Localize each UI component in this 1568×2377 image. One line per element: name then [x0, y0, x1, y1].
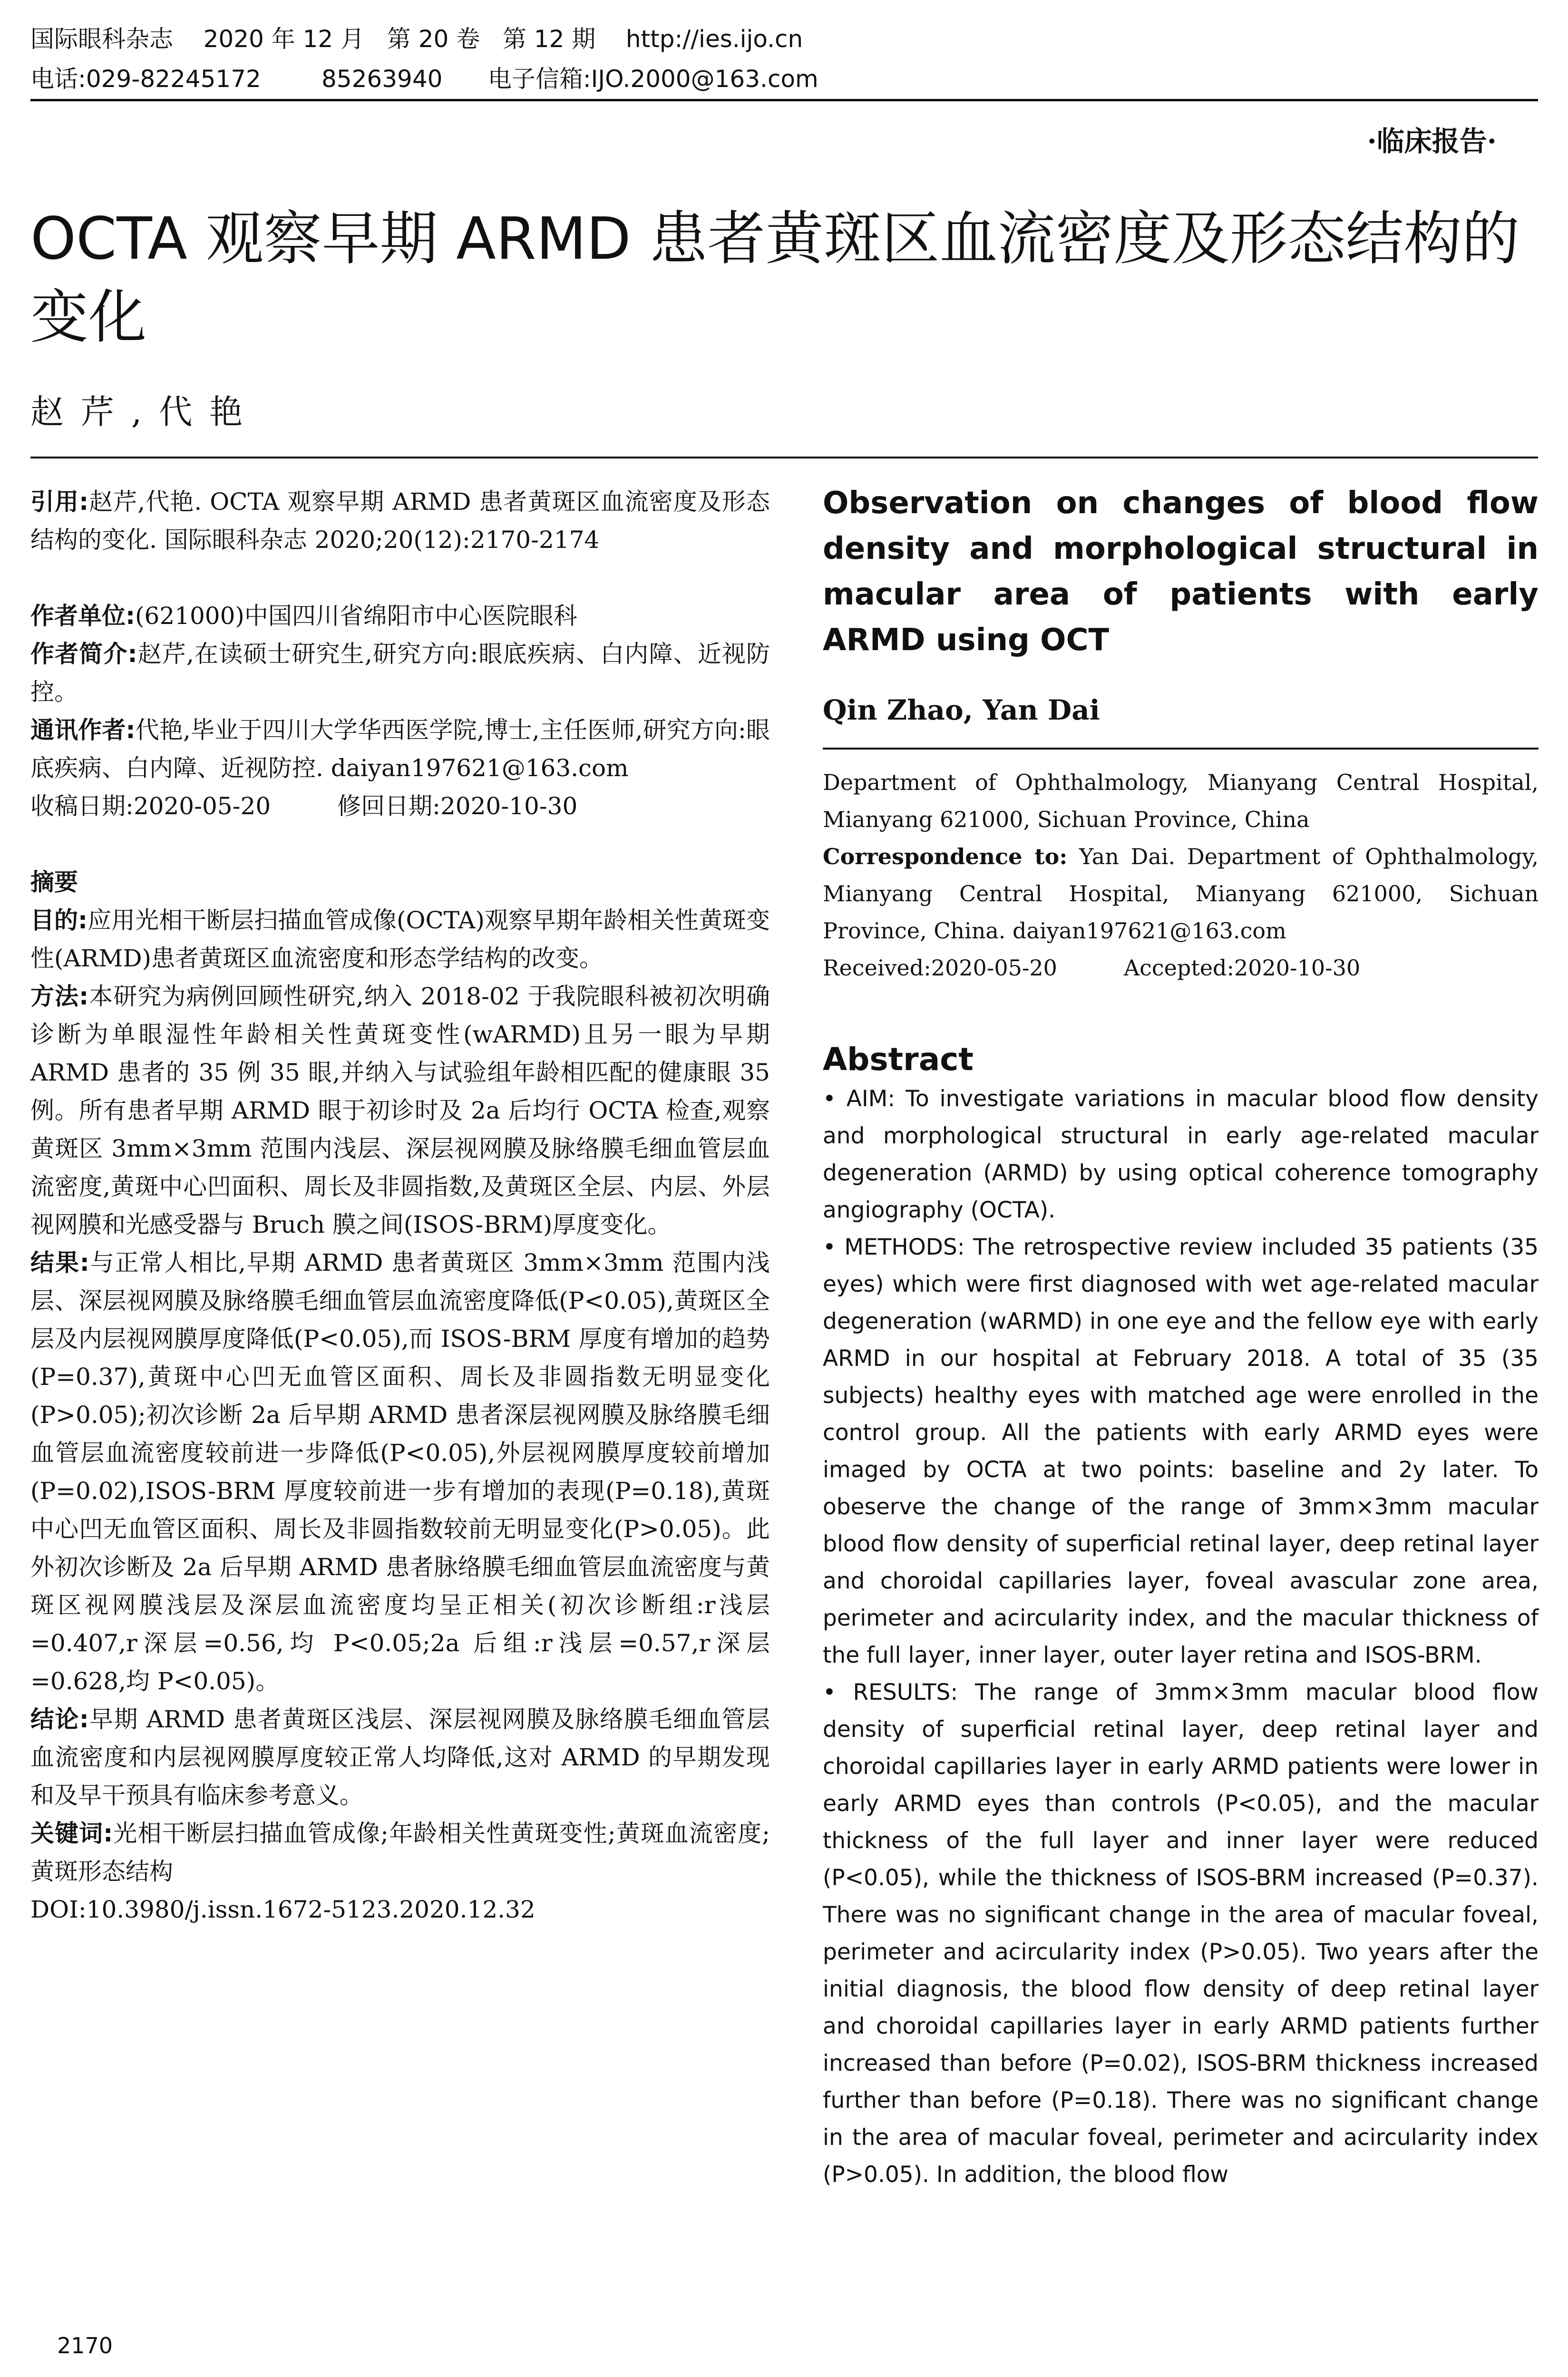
- revised-label: 修回日期:: [337, 792, 440, 820]
- affiliation-text: (621000)中国四川省绵阳市中心医院眼科: [135, 602, 577, 630]
- right-column: [823, 480, 1539, 2193]
- page-number: 2170: [57, 2333, 113, 2358]
- methods-label: 方法:: [30, 983, 89, 1010]
- citation-label: 引用:: [30, 488, 89, 516]
- authors-cn: 赵芹,代艳: [30, 392, 260, 431]
- article-title-cn: OCTA 观察早期 ARMD 患者黄斑区血流密度及形态结构的变化: [30, 205, 1520, 351]
- doi: DOI:10.3980/j.issn.1672-5123.2020.12.32: [30, 1896, 536, 1923]
- affiliation-label: 作者单位:: [30, 602, 135, 630]
- correspondence-en-label: Correspondence to:: [823, 844, 1068, 869]
- correspondence-en-text: Yan Dai. Department of Ophthalmology, Mianyang Central Hospital, Mianyang 621000, Sichuan Province, China. daiyan197621@163.com: [823, 844, 1539, 944]
- section-tag: ·临床报告·: [1367, 125, 1497, 157]
- correspondence-label: 通讯作者:: [30, 716, 136, 744]
- header-rule: [30, 99, 1538, 101]
- author-bio: [30, 635, 770, 711]
- results-label: 结果:: [30, 1249, 89, 1276]
- running-header: [30, 19, 1538, 99]
- conclusion-cn: [30, 1700, 770, 1814]
- results-text: 与正常人相比,早期 ARMD 患者黄斑区 3mm×3mm 范围内浅层、深层视网膜及脉络膜毛细血管层血流密度降低(P<0.05),黄斑区全层及内层视网膜厚度降低(P<0.05),而 ISOS-BRM 厚度有增加的趋势(P=0.37),黄斑中心凹无血管区面积、周长及非圆指数无明显变化(P>0.05);初次诊断 2a 后早期 ARMD 患者深层视网膜及脉络膜毛细血管层血流密度较前进一步降低(P<0.05),外层视网膜厚度较前增加(P=0.02),ISOS-BRM 厚度较前进一步有增加的表现(P=0.18),黄斑中心凹无血管区面积、周长及非圆指数较前无明显变化(P>0.05)。此外初次诊断及 2a 后早期 ARMD 患者脉络膜毛细血管层血流密度与黄斑区视网膜浅层及深层血流密度均呈正相关(初次诊断组:r浅层=0.407,r深层=0.56,均 P<0.05;2a 后组:r浅层=0.57,r深层=0.628,均 P<0.05)。: [30, 1249, 770, 1695]
- affiliation-en: Department of Ophthalmology, Mianyang Central Hospital, Mianyang 621000, Sichuan Province, China: [823, 770, 1539, 832]
- methods-cn: [30, 977, 770, 1244]
- citation: [30, 483, 770, 559]
- corresponding-author: [30, 711, 770, 787]
- conclusion-label: 结论:: [30, 1705, 89, 1733]
- received-label: 收稿日期:: [30, 792, 134, 820]
- aim-en: • AIM: To investigate variations in macular blood flow density and morphological structural in early age-related macular degeneration (ARMD) by using optical coherence tomography angiography (OCTA).: [823, 1086, 1539, 1223]
- authors-en: Qin Zhao, Yan Dai: [823, 694, 1100, 726]
- english-title-rule: [823, 748, 1539, 750]
- contact-header-line: 电话:029-82245172 85263940 电子信箱:IJO.2000@163.com: [30, 65, 818, 93]
- results-en: • RESULTS: The range of 3mm×3mm macular blood flow density of superficial retinal layer, deep retinal layer and choroidal capillaries layer in early ARMD patients were lower in early ARMD eyes than controls (P<0.05), and the macular thickness of the full layer and inner layer were reduced (P<0.05), while the thickness of ISOS-BRM increased (P=0.37). There was no significant change in the area of macular foveal, perimeter and acircularity index (P>0.05). Two years after the initial diagnosis, the blood flow density of deep retinal layer and choroidal capillaries layer in early ARMD patients further increased than before (P=0.02), ISOS-BRM thickness increased further than before (P=0.18). There was no significant change in the area of macular foveal, perimeter and acircularity index (P>0.05). In addition, the blood flow: [823, 1679, 1539, 2188]
- journal-header-line: 国际眼科杂志 2020 年 12 月 第 20 卷 第 12 期 http://ies.ijo.cn: [30, 25, 803, 53]
- english-affiliation-block: [823, 764, 1539, 986]
- dates: [30, 787, 770, 825]
- objective-label: 目的:: [30, 906, 88, 934]
- author-affiliation: [30, 597, 770, 635]
- abstract-heading-cn: 摘要: [30, 868, 78, 896]
- bio-text: 赵芹,在读硕士研究生,研究方向:眼底疾病、白内障、近视防控。: [30, 640, 770, 706]
- left-column: [30, 483, 770, 1929]
- citation-text: 赵芹,代艳. OCTA 观察早期 ARMD 患者黄斑区血流密度及形态结构的变化. 国际眼科杂志 2020;20(12):2170-2174: [30, 488, 770, 554]
- accepted-en: Accepted:2020-10-30: [1123, 955, 1361, 981]
- keywords-label: 关键词:: [30, 1820, 113, 1847]
- methods-en: • METHODS: The retrospective review included 35 patients (35 eyes) which were first diagnosed with wet age-related macular degeneration (wARMD) in one eye and the fellow eye with early ARMD in our hospital at February 2018. A total of 35 (35 subjects) healthy eyes with matched age were enrolled in the control group. All the patients with early ARMD eyes were imaged by OCTA at two points: baseline and 2y later. To obeserve the change of the range of 3mm×3mm macular blood flow density of superficial retinal layer, deep retinal layer and choroidal capillaries layer, foveal avascular zone area, perimeter and acircularity index, and the macular thickness of the full layer, inner layer, outer layer retina and ISOS-BRM.: [823, 1234, 1539, 1668]
- dates-en: [823, 949, 1539, 986]
- results-cn: [30, 1244, 770, 1700]
- keywords-cn: [30, 1814, 770, 1890]
- bio-label: 作者简介:: [30, 640, 137, 668]
- keywords-text: 光相干断层扫描血管成像;年龄相关性黄斑变性;黄斑血流密度;黄斑形态结构: [30, 1820, 770, 1885]
- received-en: Received:2020-05-20: [823, 955, 1057, 981]
- correspondence-en: [823, 838, 1539, 949]
- objective: [30, 901, 770, 977]
- title-rule: [30, 457, 1538, 458]
- conclusion-text: 早期 ARMD 患者黄斑区浅层、深层视网膜及脉络膜毛细血管层血流密度和内层视网膜厚度较正常人均降低,这对 ARMD 的早期发现和及早干预具有临床参考意义。: [30, 1705, 770, 1809]
- methods-text: 本研究为病例回顾性研究,纳入 2018-02 于我院眼科被初次明确诊断为单眼湿性年龄相关性黄斑变性(wARMD)且另一眼为早期 ARMD 患者的 35 例 35 眼,并纳入与试验组年龄相匹配的健康眼 35 例。所有患者早期 ARMD 眼于初诊时及 2a 后均行 OCTA 检查,观察黄斑区 3mm×3mm 范围内浅层、深层视网膜及脉络膜毛细血管层血流密度,黄斑中心凹面积、周长及非圆指数,及黄斑区全层、内层、外层视网膜和光感受器与 Bruch 膜之间(ISOS-BRM)厚度变化。: [30, 983, 770, 1238]
- objective-text: 应用光相干断层扫描血管成像(OCTA)观察早期年龄相关性黄斑变性(ARMD)患者黄斑区血流密度和形态学结构的改变。: [30, 906, 770, 972]
- abstract-heading-en: Abstract: [823, 1041, 974, 1078]
- correspondence-text: 代艳,毕业于四川大学华西医学院,博士,主任医师,研究方向:眼底疾病、白内障、近视防控. daiyan197621@163.com: [30, 716, 770, 782]
- received-date: 2020-05-20: [133, 792, 271, 820]
- article-title-en: Observation on changes of blood flow density and morphological structural in macular area of patients with early ARMD using OCT: [823, 486, 1539, 658]
- abstract-body-en: [823, 1081, 1539, 2193]
- revised-date: 2020-10-30: [440, 792, 578, 820]
